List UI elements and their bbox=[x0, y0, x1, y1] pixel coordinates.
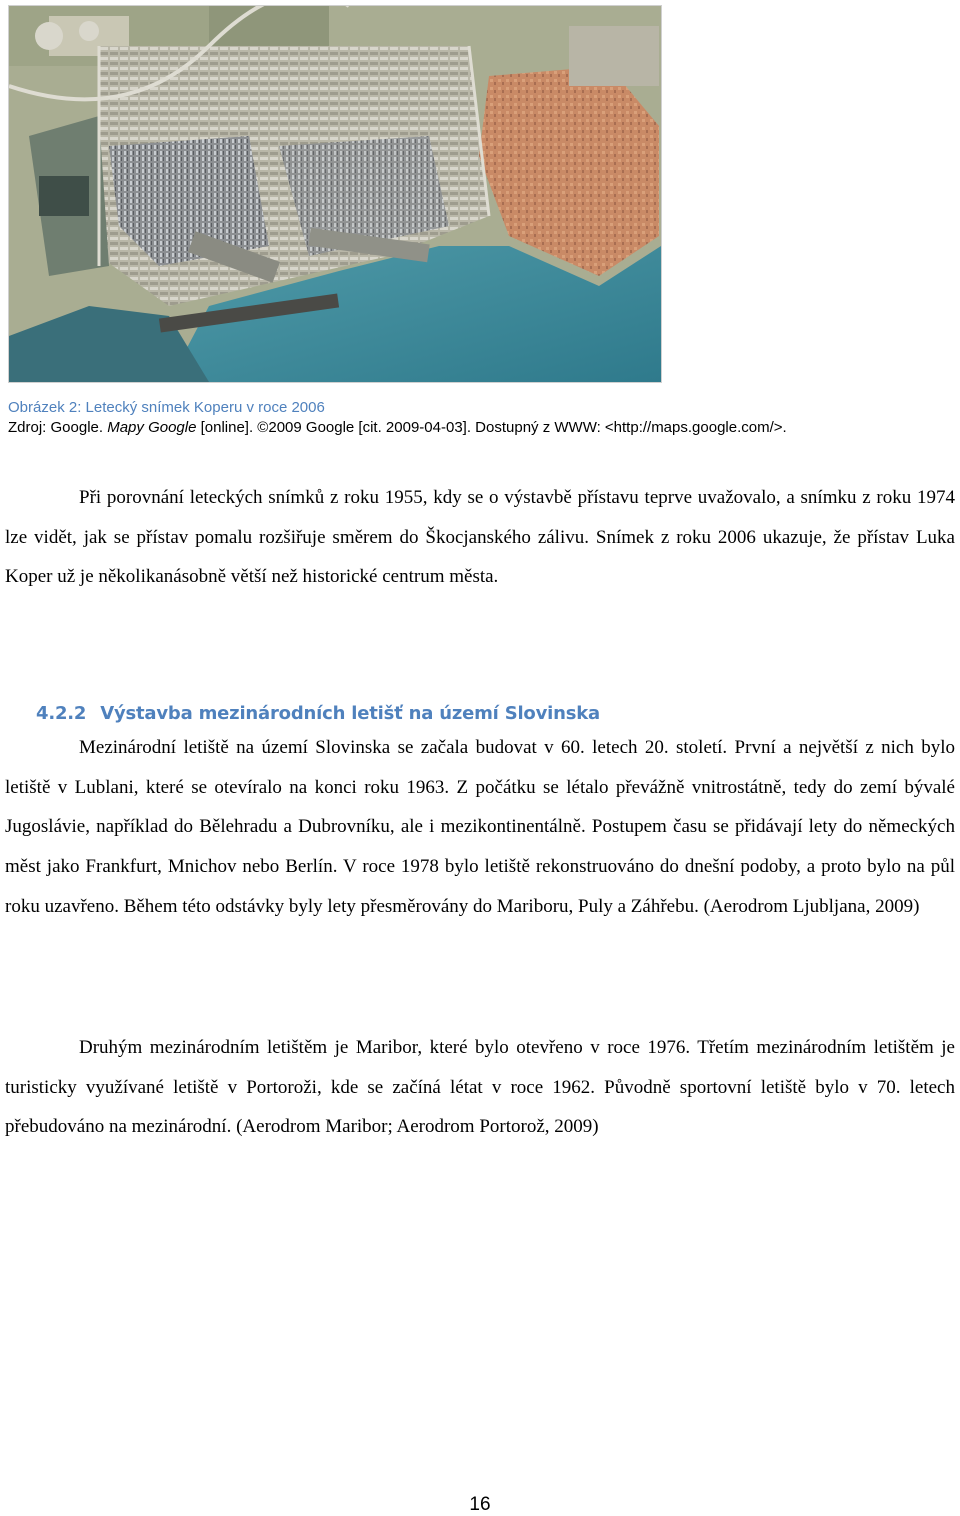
paragraph-ljubljana: Mezinárodní letiště na území Slovinska se začala budovat v 60. letech 20. století. První a největší z nich bylo letiště v Lublani, které se otevíralo na konci roku 1963. Z počátku se létalo převážně vnitrostátně, tedy do zemí bývalé Jugoslávie, například do Bělehradu a Dubrovníku, ale i mezikontinentálně. Postupem času se přidávají lety do německých měst jako Frankfurt, Mnichov nebo Berlín. V roce 1978 bylo letiště rekonstruováno do dnešní podoby, a proto bylo na půl roku uzavřeno. Během této odstávky byly lety přesměrovány do Mariboru, Puly a Záhřebu. (Aerodrom Ljubljana, 2009) bbox=[5, 737, 955, 917]
figure-title: Obrázek 2: Letecký snímek Koperu v roce 2006 bbox=[8, 399, 325, 416]
paragraph-koper: Při porovnání leteckých snímků z roku 1955, kdy se o výstavbě přístavu teprve uvažovalo, a snímku z roku 1974 lze vidět, jak se přístav pomalu rozšiřuje směrem do Škocjanského zálivu. Snímek z roku 2006 ukazuje, že přístav Luka Koper už je několikanásobně větší než historické centrum města. bbox=[5, 487, 955, 588]
page-number: 16 bbox=[469, 1494, 491, 1515]
figure-caption bbox=[8, 398, 948, 438]
section-heading bbox=[36, 703, 600, 724]
source-prefix: Zdroj: Google. bbox=[8, 419, 108, 436]
source-suffix: [online]. ©2009 Google [cit. 2009-04-03]. Dostupný z WWW: <http://maps.google.com/>. bbox=[196, 419, 787, 436]
aerial-photo-koper bbox=[8, 5, 662, 383]
section-number: 4.2.2 bbox=[36, 703, 87, 724]
source-italic: Mapy Google bbox=[107, 419, 197, 436]
section-title: Výstavba mezinárodních letišť na území Slovinska bbox=[100, 703, 600, 724]
paragraph-maribor-portoroz: Druhým mezinárodním letištěm je Maribor, které bylo otevřeno v roce 1976. Třetím mezinárodním letištěm je turisticky využívané letiště v Portoroži, kde se začíná létat v roce 1962. Původně sportovní letiště bylo v 70. letech přebudováno na mezinárodní. (Aerodrom Maribor; Aerodrom Portorož, 2009) bbox=[5, 1037, 955, 1138]
figure-source bbox=[8, 418, 948, 438]
